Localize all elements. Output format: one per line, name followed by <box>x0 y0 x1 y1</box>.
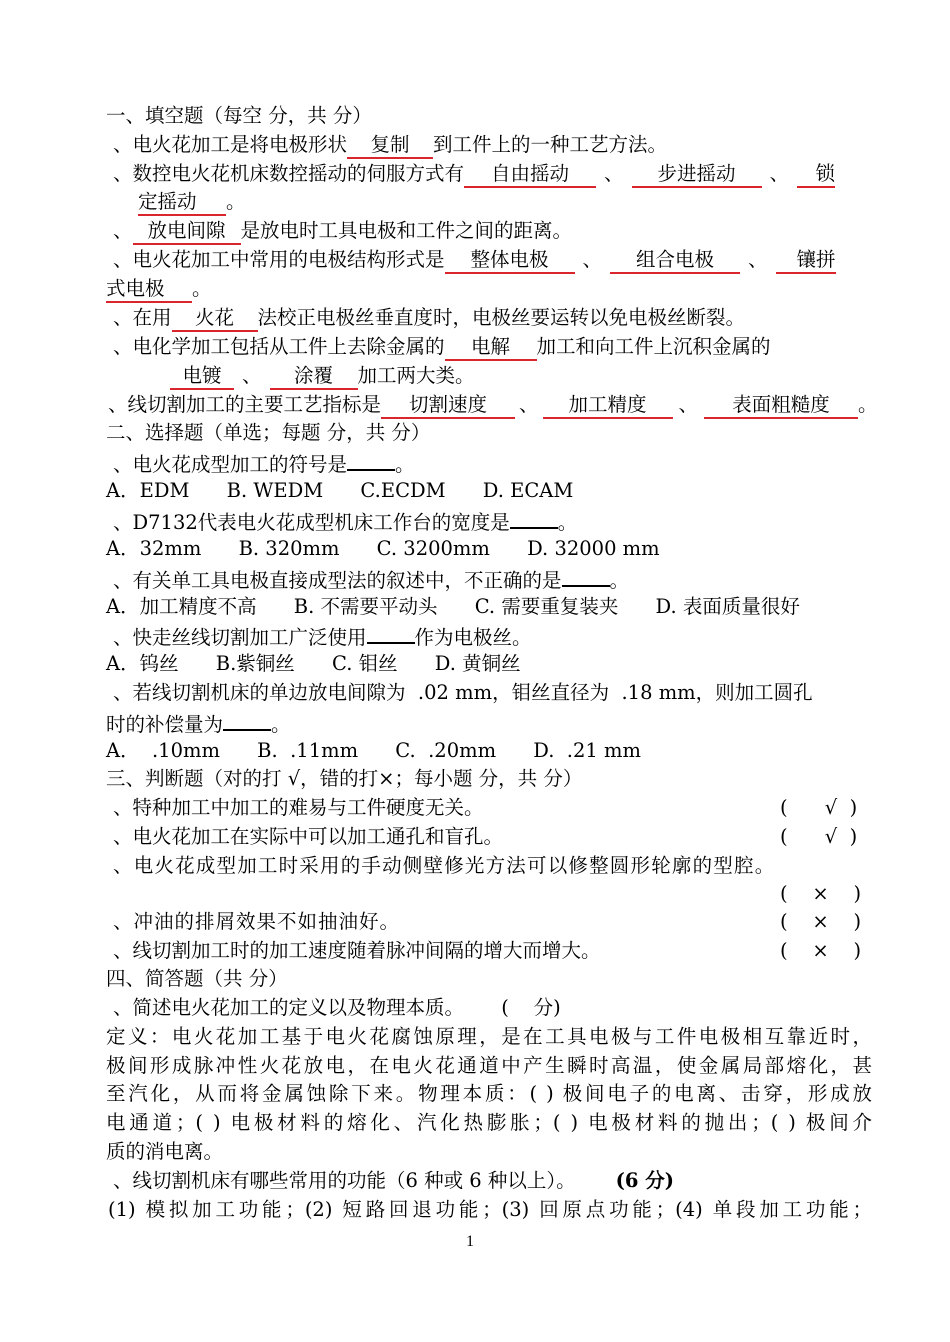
fill-answer: 自由摇动 <box>464 162 596 188</box>
judge-question-1: 、特种加工中加工的难易与工件硬度无关。 <box>113 796 484 819</box>
section-1-heading: 一、填空题（每空 分，共 分） <box>106 104 372 127</box>
short-question-1: 、简述电火花加工的定义以及物理本质。 ( 分) <box>113 996 561 1019</box>
choice-options-3: A．加工精度不高 B. 不需要平动头 C. 需要重复装夹 D. 表面质量很好 <box>106 595 800 618</box>
answer-blank <box>510 507 558 529</box>
answer-blank <box>562 565 610 587</box>
fill-question-7: 、线切割加工的主要工艺指标是 切割速度 、 加工精度 、 表面粗糙度 。 <box>108 392 878 419</box>
fill-question-2-cont: 定摇动 。 <box>138 189 246 216</box>
fill-question-6: 、电化学加工包括从工件上去除金属的 电解 加工和向工件上沉积金属的 <box>113 334 771 361</box>
fill-question-4-cont: 式电极 。 <box>106 276 212 303</box>
fill-answer: 步进摇动 <box>632 162 762 188</box>
answer-blank <box>367 622 415 644</box>
judge-mark-4: ( × ) <box>780 910 862 933</box>
choice-question-5-cont: 时的补偿量为 。 <box>106 709 291 738</box>
choice-options-5: A． .10mm B. .11mm C. .20mm D. .21 mm <box>106 739 642 762</box>
page-number: 1 <box>466 1233 474 1250</box>
section-3-heading: 三、判断题（对的打 √，错的打×；每小题 分，共 分） <box>106 767 583 790</box>
choice-question-2: 、D7132代表电火花成型机床工作台的宽度是 。 <box>113 507 577 536</box>
fill-answer: 镶拼 <box>776 248 836 274</box>
fill-answer: 复制 <box>347 133 433 159</box>
answer-blank <box>347 449 395 471</box>
choice-options-1: A．EDM B. WEDM C.ECDM D. ECAM <box>106 479 574 502</box>
fill-answer: 组合电极 <box>610 248 740 274</box>
judge-mark-1: ( √ ) <box>780 796 858 819</box>
answer-blank <box>223 709 271 731</box>
fill-answer: 切割速度 <box>381 393 515 419</box>
short-question-2: 、线切割机床有哪些常用的功能（6 种或 6 种以上）。 (6 分) <box>113 1169 674 1192</box>
section-4-heading: 四、简答题（共 分） <box>106 967 288 990</box>
answer-line: 至汽化，从而将金属蚀除下来。物理本质：( ) 极间电子的电离、击穿，形成放 <box>106 1082 872 1105</box>
choice-options-4: A．钨丝 B.紫铜丝 C. 钼丝 D. 黄铜丝 <box>106 652 521 675</box>
fill-question-3: 、 放电间隙 是放电时工具电极和工件之间的距离。 <box>113 218 572 245</box>
fill-question-4: 、电火花加工中常用的电极结构形式是 整体电极 、 组合电极 、 镶拼 <box>113 247 836 274</box>
judge-question-2: 、电火花加工在实际中可以加工通孔和盲孔。 <box>113 825 504 848</box>
choice-question-4: 、快走丝线切割加工广泛使用 作为电极丝。 <box>113 622 532 651</box>
answer-line: 电通道；( ) 电极材料的熔化、汽化热膨胀；( ) 电极材料的抛出；( ) 极间介 <box>106 1111 872 1134</box>
answer-line: 极间形成脉冲性火花放电，在电火花通道中产生瞬时高温，使金属局部熔化，甚 <box>106 1054 872 1077</box>
choice-question-3: 、有关单工具电极直接成型法的叙述中，不正确的是 。 <box>113 565 629 594</box>
fill-question-2: 、数控电火花机床数控摇动的伺服方式有 自由摇动 、 步进摇动 、 锁 <box>113 161 835 188</box>
judge-question-4: 、冲油的排屑效果不如抽油好。 <box>113 910 401 933</box>
section-2-heading: 二、选择题（单选；每题 分，共 分） <box>106 421 431 444</box>
judge-question-3: 、电火花成型加工时采用的手动侧壁修光方法可以修整圆形轮廓的型腔。 <box>113 854 776 877</box>
choice-question-5: 、若线切割机床的单边放电间隙为 .02 mm，钼丝直径为 .18 mm，则加工圆孔 <box>113 681 813 704</box>
judge-mark-2: ( √ ) <box>780 825 858 848</box>
fill-answer: 涂覆 <box>270 364 358 390</box>
fill-question-5: 、在用 火花 法校正电极丝垂直度时，电极丝要运转以免电极丝断裂。 <box>113 305 745 332</box>
answer-line: 定义：电火花加工基于电火花腐蚀原理，是在工具电极与工件电极相互靠近时， <box>106 1025 872 1048</box>
fill-answer: 放电间隙 <box>133 219 241 245</box>
judge-question-5: 、线切割加工时的加工速度随着脉冲间隔的增大而增大。 <box>113 939 601 962</box>
fill-answer: 加工精度 <box>543 393 673 419</box>
fill-question-6-cont: 电镀 、 涂覆 加工两大类。 <box>170 363 475 390</box>
fill-answer: 式电极 <box>106 277 192 303</box>
choice-question-1: 、电火花成型加工的符号是 。 <box>113 449 415 478</box>
judge-mark-3: ( × ) <box>780 882 862 905</box>
fill-answer: 定摇动 <box>138 190 226 216</box>
fill-answer: 整体电极 <box>445 248 575 274</box>
fill-question-1: 、电火花加工是将电极形状 复制 到工件上的一种工艺方法。 <box>113 132 667 159</box>
answer-line: (1) 模拟加工功能；(2) 短路回退功能；(3) 回原点功能；(4) 单段加工功能； <box>108 1198 872 1221</box>
judge-mark-5: ( × ) <box>780 939 862 962</box>
fill-answer: 表面粗糙度 <box>704 393 858 419</box>
fill-answer: 火花 <box>172 306 258 332</box>
choice-options-2: A．32mm B. 320mm C. 3200mm D. 32000 mm <box>106 537 660 560</box>
fill-answer: 电解 <box>445 335 537 361</box>
fill-answer: 电镀 <box>170 364 234 390</box>
answer-line: 质的消电离。 <box>106 1140 224 1163</box>
score-label: (6 分) <box>615 1169 674 1192</box>
fill-answer: 锁 <box>797 162 835 188</box>
